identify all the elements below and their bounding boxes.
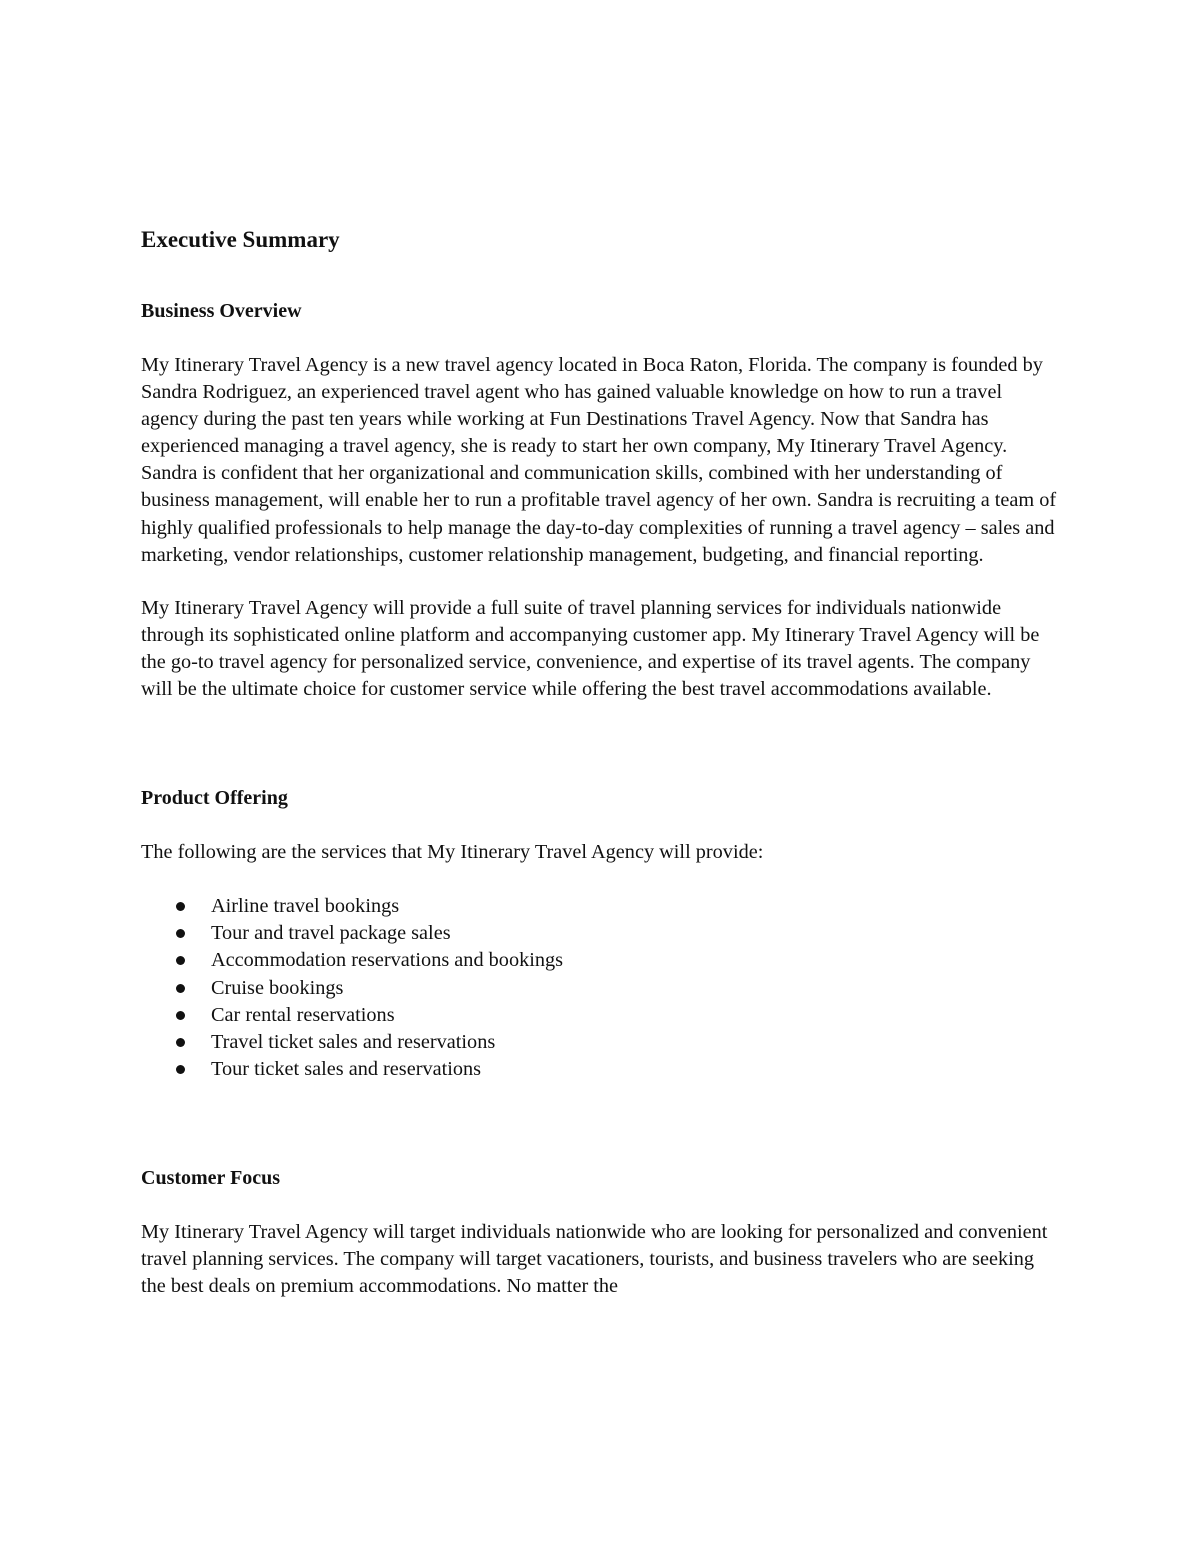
list-item-text: Travel ticket sales and reservations [211, 1030, 496, 1053]
document-title: Executive Summary [141, 227, 340, 252]
list-item [141, 1002, 1061, 1029]
document-page [141, 226, 1061, 1300]
product-offering-intro: The following are the services that My Itinerary Travel Agency will provide: [141, 841, 764, 864]
product-offering-heading: Product Offering [141, 787, 288, 810]
list-item [141, 920, 1061, 947]
bullet-icon [176, 1065, 185, 1074]
bullet-icon [176, 956, 185, 965]
list-item [141, 975, 1061, 1002]
bullet-icon [176, 929, 185, 938]
list-item-text: Accommodation reservations and bookings [211, 949, 564, 972]
list-item-text: Car rental reservations [211, 1003, 395, 1026]
list-item-text: Airline travel bookings [211, 895, 400, 918]
list-item [141, 893, 1061, 920]
bullet-icon [176, 1038, 185, 1047]
list-item [141, 947, 1061, 974]
customer-focus-heading: Customer Focus [141, 1166, 281, 1189]
customer-focus-paragraph: My Itinerary Travel Agency will target individuals nationwide who are looking for personalized and convenient travel planning services. The company will target vacationers, tourists, and business travelers who are seeking the best deals on premium accommodations. No matter the [141, 1220, 1048, 1298]
bullet-icon [176, 1011, 185, 1020]
list-item-text: Tour and travel package sales [211, 922, 451, 945]
bullet-icon [176, 984, 185, 993]
business-overview-paragraph-2: My Itinerary Travel Agency will provide a full suite of travel planning services for individuals nationwide through its sophisticated online platform and accompanying customer app. My Itinerary Travel Agency will be the go-to travel agency for personalized service, convenience, and expertise of its travel agents. The company will be the ultimate choice for customer service while offering the best travel accommodations available. [141, 596, 1040, 701]
services-list [141, 893, 1061, 1083]
list-item [141, 1056, 1061, 1083]
business-overview-heading: Business Overview [141, 300, 302, 322]
bullet-icon [176, 902, 185, 911]
list-item-text: Tour ticket sales and reservations [211, 1057, 482, 1080]
list-item [141, 1029, 1061, 1056]
list-item-text: Cruise bookings [211, 976, 344, 999]
business-overview-paragraph-1: My Itinerary Travel Agency is a new travel agency located in Boca Raton, Florida. The company is founded by Sandra Rodriguez, an experienced travel agent who has gained valuable knowledge on how to run a travel agency during the past ten years while working at Fun Destinations Travel Agency. Now that Sandra has experienced managing a travel agency, she is ready to start her own company, My Itinerary Travel Agency. Sandra is confident that her organizational and communication skills, combined with her understanding of business management, will enable her to run a profitable travel agency of her own. Sandra is recruiting a team of highly qualified professionals to help manage the day-to-day complexities of running a travel agency – sales and marketing, vendor relationships, customer relationship management, budgeting, and financial reporting. [141, 354, 1057, 566]
